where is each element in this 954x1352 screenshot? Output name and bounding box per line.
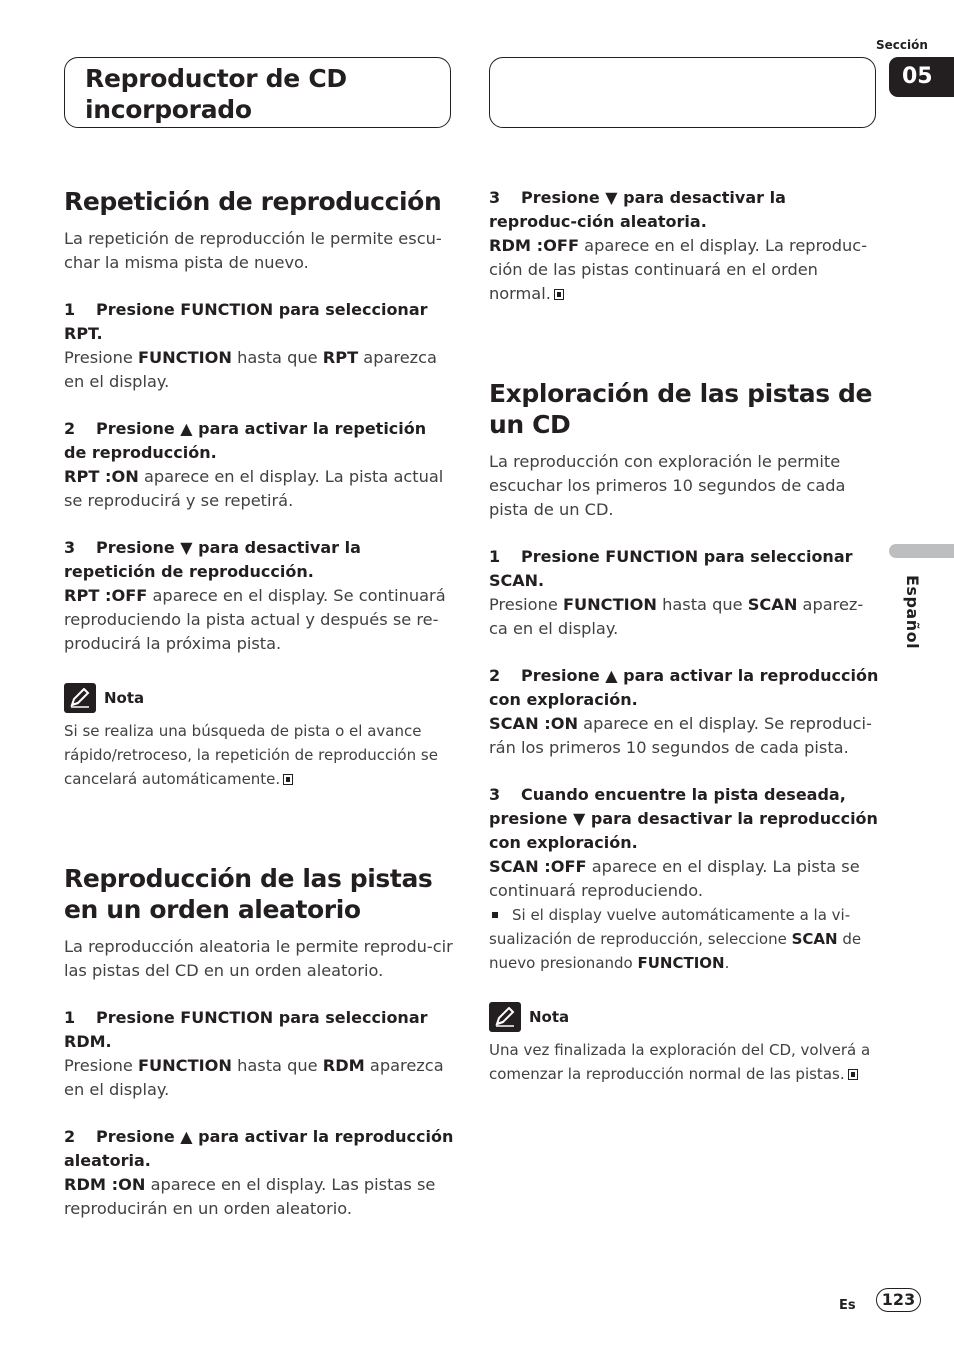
step-text: Cuando encuentre la pista deseada, presione ▼ para desactivar la reproducción con exploración. bbox=[489, 785, 878, 852]
note-header bbox=[64, 683, 454, 713]
random-step-1 bbox=[64, 1006, 454, 1054]
right-column bbox=[489, 186, 879, 1086]
step-text: Presione ▲ para activar la reproducción aleatoria. bbox=[64, 1127, 454, 1170]
text: aparece en el display. Se reproduci-rán los primeros 10 segundos de cada pista. bbox=[489, 714, 872, 757]
step-text: Presione FUNCTION para seleccionar RDM. bbox=[64, 1008, 428, 1051]
step-number: 3 bbox=[489, 785, 501, 804]
bold-term: RDM bbox=[322, 1056, 365, 1075]
bold-term: FUNCTION bbox=[137, 1056, 232, 1075]
step-text: Presione ▼ para desactivar la repetición de reproducción. bbox=[64, 538, 361, 581]
text: Si se realiza una búsqueda de pista o el avance rápido/retroceso, la repetición de reproducción se cancelará automáticamente. bbox=[64, 722, 438, 788]
bold-term: SCAN bbox=[747, 595, 798, 614]
text: aparece en el display. Se continuará reproduciendo la pista actual y después se re-producirá la próxima pista. bbox=[64, 586, 446, 653]
bold-term: RPT :OFF bbox=[64, 586, 148, 605]
note-text bbox=[64, 719, 454, 791]
scan-step-2 bbox=[489, 664, 879, 712]
note-title: Nota bbox=[529, 1008, 570, 1026]
heading-random: Reproducción de las pistas en un orden aleatorio bbox=[64, 864, 433, 924]
scan-step-3 bbox=[489, 783, 879, 855]
random-step-1-body bbox=[64, 1054, 454, 1102]
end-mark-icon bbox=[848, 1069, 858, 1080]
pencil-note-icon bbox=[64, 683, 96, 713]
text: hasta que bbox=[231, 1056, 323, 1075]
page-number: 123 bbox=[876, 1288, 921, 1312]
section-label: Sección bbox=[876, 38, 928, 52]
language-label: Español bbox=[903, 575, 922, 650]
step-text: Presione FUNCTION para seleccionar RPT. bbox=[64, 300, 428, 343]
scan-step-1-body bbox=[489, 593, 879, 641]
scan-bullet bbox=[489, 903, 879, 975]
repeat-step-3 bbox=[64, 536, 454, 584]
bold-term: FUNCTION bbox=[562, 595, 657, 614]
footer-language-code: Es bbox=[839, 1298, 856, 1313]
section-title: Reproductor de CD incorporado bbox=[85, 64, 347, 124]
bold-term: RPT bbox=[322, 348, 359, 367]
step-number: 1 bbox=[64, 300, 76, 319]
note-title: Nota bbox=[104, 689, 145, 707]
text: Presione bbox=[489, 595, 563, 614]
text: Si el display vuelve automáticamente a la vi-sualización de reproducción, seleccione bbox=[489, 906, 851, 948]
section-number-badge: 05 bbox=[889, 57, 954, 97]
random-intro: La reproducción aleatoria le permite reprodu-cir las pistas del CD en un orden aleatorio. bbox=[64, 937, 453, 980]
section-header-box-empty bbox=[489, 57, 876, 128]
scan-step-1 bbox=[489, 545, 879, 593]
random-step-3 bbox=[489, 186, 879, 234]
step-number: 2 bbox=[64, 419, 76, 438]
step-text: Presione FUNCTION para seleccionar SCAN. bbox=[489, 547, 853, 590]
step-text: Presione ▼ para desactivar la reproduc-ción aleatoria. bbox=[489, 188, 786, 231]
repeat-step-3-body bbox=[64, 584, 454, 656]
text: aparece en el display. La pista se continuará reproduciendo. bbox=[489, 857, 860, 900]
repeat-intro: La repetición de reproducción le permite escu-char la misma pista de nuevo. bbox=[64, 229, 442, 272]
step-number: 3 bbox=[64, 538, 76, 557]
pencil-note-icon bbox=[489, 1002, 521, 1032]
text: aparece en el display. Las pistas se reproducirán en un orden aleatorio. bbox=[64, 1175, 436, 1218]
step-text: Presione ▲ para activar la repetición de reproducción. bbox=[64, 419, 427, 462]
text: aparece en el display. La reproduc-ción de las pistas continuará en el orden normal. bbox=[489, 236, 868, 303]
step-number: 3 bbox=[489, 188, 501, 207]
text: aparezca en el display. bbox=[64, 348, 437, 391]
text: aparezca en el display. bbox=[64, 1056, 444, 1099]
text: Una vez finalizada la exploración del CD, volverá a comenzar la reproducción normal de las pistas. bbox=[489, 1041, 871, 1083]
repeat-step-1 bbox=[64, 298, 454, 346]
bold-term: SCAN bbox=[791, 930, 838, 948]
text: aparez-ca en el display. bbox=[489, 595, 864, 638]
heading-repeat: Repetición de reproducción bbox=[64, 187, 442, 216]
note-header bbox=[489, 1002, 879, 1032]
step-number: 2 bbox=[489, 666, 501, 685]
heading-scan: Exploración de las pistas de un CD bbox=[489, 379, 873, 439]
end-mark-icon bbox=[554, 289, 564, 300]
repeat-step-2-body bbox=[64, 465, 454, 513]
step-text: Presione ▲ para activar la reproducción con exploración. bbox=[489, 666, 879, 709]
random-step-2 bbox=[64, 1125, 454, 1173]
bold-term: SCAN :OFF bbox=[489, 857, 587, 876]
text: Presione bbox=[64, 348, 138, 367]
random-step-3-body bbox=[489, 234, 879, 306]
bold-term: RDM :ON bbox=[64, 1175, 146, 1194]
text: Presione bbox=[64, 1056, 138, 1075]
bold-term: RPT :ON bbox=[64, 467, 139, 486]
text: . bbox=[724, 954, 730, 972]
text: hasta que bbox=[656, 595, 748, 614]
bold-term: FUNCTION bbox=[137, 348, 232, 367]
repeat-step-2 bbox=[64, 417, 454, 465]
scan-step-2-body bbox=[489, 712, 879, 760]
end-mark-icon bbox=[283, 774, 293, 785]
section-header-box bbox=[64, 57, 451, 128]
bold-term: FUNCTION bbox=[637, 954, 725, 972]
text: aparece en el display. La pista actual se reproducirá y se repetirá. bbox=[64, 467, 444, 510]
text: de nuevo presionando bbox=[489, 930, 862, 972]
bullet-icon bbox=[492, 912, 498, 918]
scan-intro: La reproducción con exploración le permite escuchar los primeros 10 segundos de cada pista de un CD. bbox=[489, 452, 846, 519]
scan-step-3-body bbox=[489, 855, 879, 903]
repeat-step-1-body bbox=[64, 346, 454, 394]
text: hasta que bbox=[231, 348, 323, 367]
note-text bbox=[489, 1038, 879, 1086]
step-number: 2 bbox=[64, 1127, 76, 1146]
step-number: 1 bbox=[64, 1008, 76, 1027]
bold-term: SCAN :ON bbox=[489, 714, 579, 733]
language-tab bbox=[889, 544, 954, 558]
left-column bbox=[64, 186, 454, 1221]
step-number: 1 bbox=[489, 547, 501, 566]
bold-term: RDM :OFF bbox=[489, 236, 579, 255]
random-step-2-body bbox=[64, 1173, 454, 1221]
